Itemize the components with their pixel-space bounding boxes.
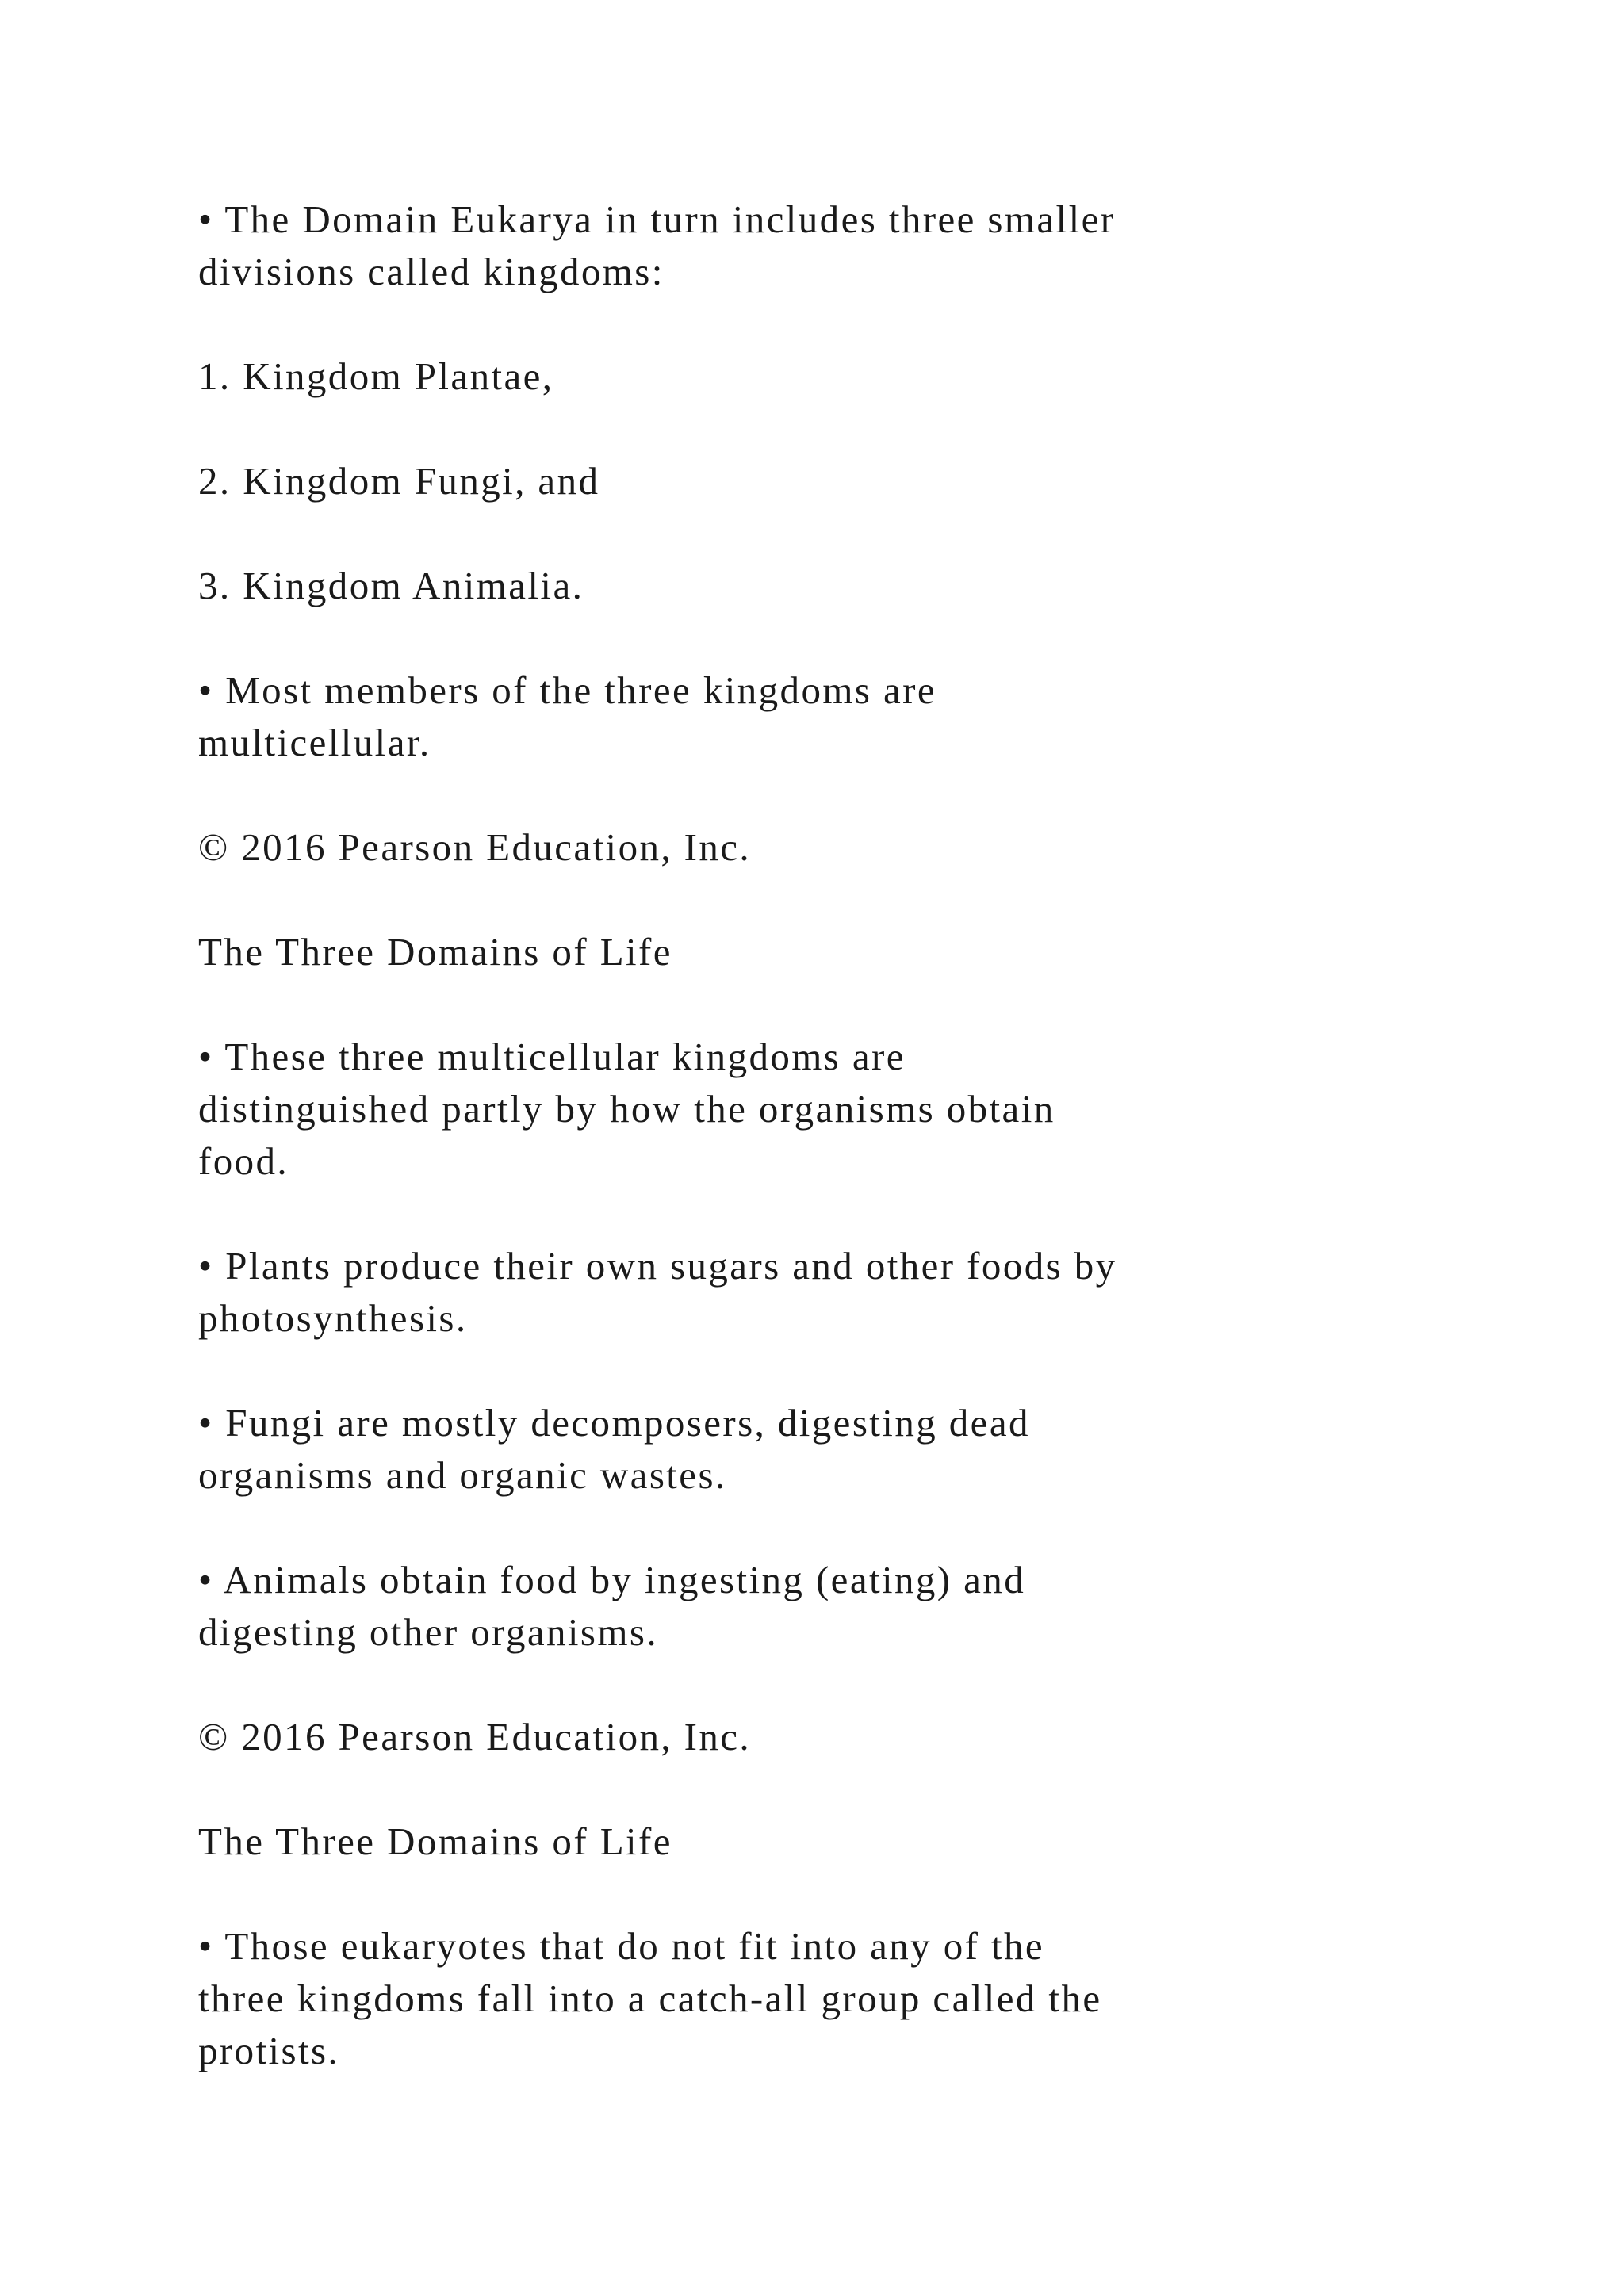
copyright-notice: © 2016 Pearson Education, Inc. [198,825,752,869]
bullet-eukarya-kingdoms: • The Domain Eukarya in turn includes three smaller divisions called kingdoms: [198,197,1116,293]
list-item-fungi: 2. Kingdom Fungi, and [198,459,600,503]
copyright-notice: © 2016 Pearson Education, Inc. [198,1715,752,1758]
section-title: The Three Domains of Life [198,930,672,974]
bullet-fungi: • Fungi are mostly decomposers, digesting dead organisms and organic wastes. [198,1401,1030,1497]
section-title: The Three Domains of Life [198,1820,672,1863]
bullet-protists: • Those eukaryotes that do not fit into any of the three kingdoms fall into a catch-all group called the protists. [198,1924,1102,2072]
list-item-animalia: 3. Kingdom Animalia. [198,564,584,607]
list-item-plantae: 1. Kingdom Plantae, [198,354,554,398]
bullet-plants: • Plants produce their own sugars and other foods by photosynthesis. [198,1244,1117,1340]
bullet-animals: • Animals obtain food by ingesting (eating) and digesting other organisms. [198,1558,1026,1654]
bullet-kingdoms-distinguished: • These three multicellular kingdoms are distinguished partly by how the organisms obtain food. [198,1035,1055,1183]
document-body [198,193,1261,2077]
bullet-multicellular: • Most members of the three kingdoms are multicellular. [198,668,936,764]
